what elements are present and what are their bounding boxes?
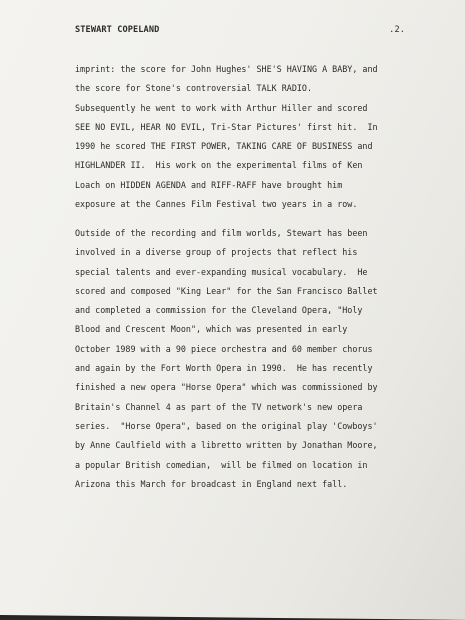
text-line: and completed a commission for the Cleveland Opera, "Holy	[75, 305, 363, 316]
page-number: .2.	[389, 25, 405, 35]
paragraph-film-scores	[75, 60, 435, 214]
text-line: and again by the Fort Worth Opera in 1990. He has recently	[75, 363, 373, 374]
text-line: 1990 he scored THE FIRST POWER, TAKING CARE OF BUSINESS and	[75, 141, 373, 152]
text-line: SEE NO EVIL, HEAR NO EVIL, Tri-Star Pictures' first hit. In	[75, 121, 378, 132]
text-line: Loach on HIDDEN AGENDA and RIFF-RAFF have brought him	[75, 179, 343, 190]
text-line: special talents and ever-expanding musical vocabulary. He	[75, 266, 368, 277]
text-line: Arizona this March for broadcast in England next fall.	[75, 478, 348, 489]
paragraph-other-projects	[75, 224, 435, 494]
text-line: by Anne Caulfield with a libretto written by Jonathan Moore,	[75, 440, 378, 451]
text-line: series. "Horse Opera", based on the original play 'Cowboys'	[75, 420, 378, 431]
text-line: October 1989 with a 90 piece orchestra and 60 member chorus	[75, 343, 373, 354]
author-heading: STEWART COPELAND	[75, 25, 160, 35]
text-line: imprint: the score for John Hughes' SHE'S HAVING A BABY, and	[75, 64, 378, 74]
text-line: a popular British comedian, will be filmed on location in	[75, 459, 368, 470]
text-line: exposure at the Cannes Film Festival two years in a row.	[75, 199, 358, 210]
text-line: Britain's Channel 4 as part of the TV network's new opera	[75, 401, 363, 412]
text-line: finished a new opera "Horse Opera" which was commissioned by	[75, 382, 378, 393]
text-line: scored and composed "King Lear" for the San Francisco Ballet	[75, 285, 378, 296]
text-line: Outside of the recording and film worlds, Stewart has been	[75, 228, 368, 238]
page-header	[75, 25, 405, 39]
text-line: the score for Stone's controversial TALK RADIO.	[75, 83, 312, 94]
text-line: Blood and Crescent Moon", which was presented in early	[75, 324, 348, 335]
text-line: HIGHLANDER II. His work on the experimental films of Ken	[75, 160, 363, 171]
text-line: Subsequently he went to work with Arthur Hiller and scored	[75, 102, 368, 113]
text-line: involved in a diverse group of projects that reflect his	[75, 247, 358, 258]
